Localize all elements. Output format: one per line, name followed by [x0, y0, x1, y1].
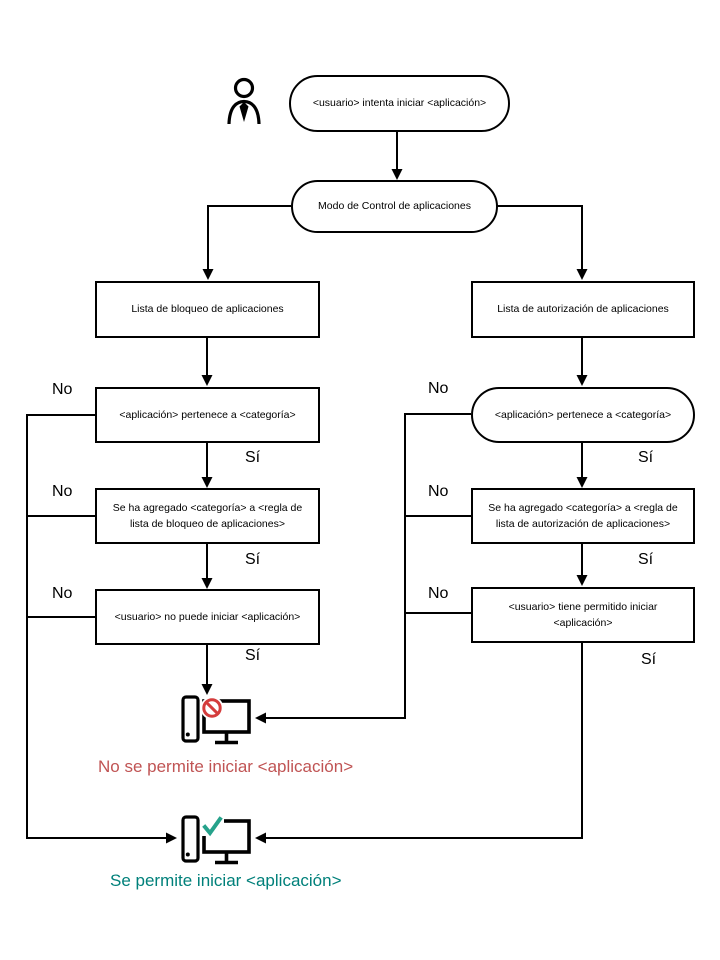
branch-no-left-1: No	[52, 381, 73, 398]
node-allow-rule: Se ha agregado <categoría> a <regla de lista de autorización de aplicaciones>	[471, 488, 695, 544]
branch-no-left-2: No	[52, 483, 73, 500]
node-deny-user: <usuario> no puede iniciar <aplicación>	[95, 589, 320, 645]
node-start: <usuario> intenta iniciar <aplicación>	[289, 75, 510, 132]
branch-no-right-1: No	[428, 380, 449, 397]
edge-right-no-bus	[266, 414, 471, 718]
node-deny-category: <aplicación> pertenece a <categoría>	[95, 387, 320, 443]
branch-yes-right-1: Sí	[638, 449, 654, 466]
branch-yes-left-3: Sí	[245, 647, 261, 664]
blocked-computer-icon	[181, 695, 253, 749]
branch-no-left-3: No	[52, 585, 73, 602]
person-icon	[225, 76, 263, 126]
edge-mode-to-allowlist	[497, 206, 582, 269]
branch-yes-left-2: Sí	[245, 551, 261, 568]
branch-yes-left-1: Sí	[245, 449, 261, 466]
edge-mode-to-denylist	[208, 206, 291, 269]
edge-allow-user-to-allowed	[266, 643, 582, 838]
branch-no-right-3: No	[428, 585, 449, 602]
node-allow-category: <aplicación> pertenece a <categoría>	[471, 387, 695, 443]
branch-no-right-2: No	[428, 483, 449, 500]
allowed-computer-icon	[181, 815, 253, 869]
result-blocked-label: No se permite iniciar <aplicación>	[98, 757, 354, 776]
node-denylist: Lista de bloqueo de aplicaciones	[95, 281, 320, 338]
node-deny-rule: Se ha agregado <categoría> a <regla de lista de bloqueo de aplicaciones>	[95, 488, 320, 544]
branch-yes-right-2: Sí	[638, 551, 654, 568]
node-allowlist: Lista de autorización de aplicaciones	[471, 281, 695, 338]
node-allow-user: <usuario> tiene permitido iniciar <aplicación>	[471, 587, 695, 643]
branch-yes-right-3: Sí	[641, 651, 657, 668]
result-allowed-label: Se permite iniciar <aplicación>	[110, 871, 342, 890]
node-control-mode: Modo de Control de aplicaciones	[291, 180, 498, 233]
